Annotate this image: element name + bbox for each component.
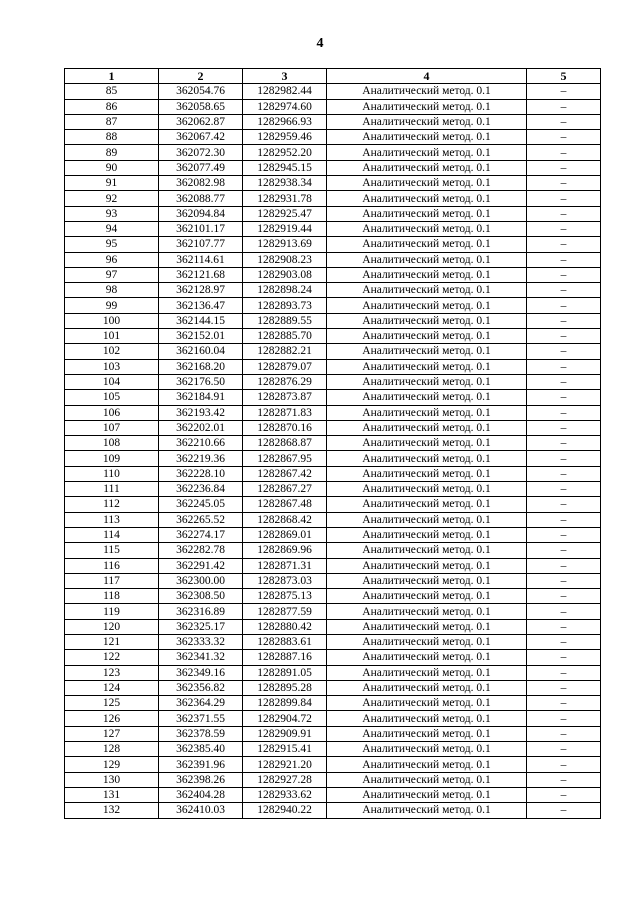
y-coordinate-cell: 1282925.47	[243, 206, 327, 221]
table-row	[65, 114, 601, 129]
x-coordinate-cell: 362193.42	[159, 405, 243, 420]
point-number-cell: 116	[65, 558, 159, 573]
note-cell: –	[527, 466, 601, 481]
method-cell: Аналитический метод. 0.1	[327, 283, 527, 298]
note-cell: –	[527, 206, 601, 221]
x-coordinate-cell: 362300.00	[159, 573, 243, 588]
column-header: 2	[159, 69, 243, 84]
table-row	[65, 206, 601, 221]
note-cell: –	[527, 726, 601, 741]
x-coordinate-cell: 362316.89	[159, 604, 243, 619]
table-row	[65, 130, 601, 145]
x-coordinate-cell: 362128.97	[159, 283, 243, 298]
point-number-cell: 88	[65, 130, 159, 145]
method-cell: Аналитический метод. 0.1	[327, 374, 527, 389]
point-number-cell: 117	[65, 573, 159, 588]
point-number-cell: 132	[65, 803, 159, 818]
x-coordinate-cell: 362349.16	[159, 665, 243, 680]
table-row	[65, 313, 601, 328]
y-coordinate-cell: 1282933.62	[243, 787, 327, 802]
note-cell: –	[527, 374, 601, 389]
x-coordinate-cell: 362107.77	[159, 237, 243, 252]
y-coordinate-cell: 1282873.87	[243, 390, 327, 405]
method-cell: Аналитический метод. 0.1	[327, 436, 527, 451]
table-row	[65, 390, 601, 405]
note-cell: –	[527, 114, 601, 129]
table-row	[65, 558, 601, 573]
method-cell: Аналитический метод. 0.1	[327, 237, 527, 252]
table-row	[65, 604, 601, 619]
note-cell: –	[527, 497, 601, 512]
x-coordinate-cell: 362274.17	[159, 527, 243, 542]
table-row	[65, 665, 601, 680]
y-coordinate-cell: 1282868.42	[243, 512, 327, 527]
y-coordinate-cell: 1282913.69	[243, 237, 327, 252]
point-number-cell: 101	[65, 329, 159, 344]
note-cell: –	[527, 757, 601, 772]
note-cell: –	[527, 99, 601, 114]
table-row	[65, 711, 601, 726]
note-cell: –	[527, 436, 601, 451]
method-cell: Аналитический метод. 0.1	[327, 573, 527, 588]
method-cell: Аналитический метод. 0.1	[327, 726, 527, 741]
method-cell: Аналитический метод. 0.1	[327, 267, 527, 282]
point-number-cell: 125	[65, 696, 159, 711]
point-number-cell: 118	[65, 589, 159, 604]
point-number-cell: 109	[65, 451, 159, 466]
table-row	[65, 252, 601, 267]
y-coordinate-cell: 1282871.83	[243, 405, 327, 420]
x-coordinate-cell: 362398.26	[159, 772, 243, 787]
point-number-cell: 105	[65, 390, 159, 405]
table-row	[65, 787, 601, 802]
note-cell: –	[527, 191, 601, 206]
point-number-cell: 90	[65, 160, 159, 175]
table-row	[65, 619, 601, 634]
point-number-cell: 127	[65, 726, 159, 741]
method-cell: Аналитический метод. 0.1	[327, 252, 527, 267]
method-cell: Аналитический метод. 0.1	[327, 696, 527, 711]
y-coordinate-cell: 1282867.42	[243, 466, 327, 481]
method-cell: Аналитический метод. 0.1	[327, 390, 527, 405]
y-coordinate-cell: 1282952.20	[243, 145, 327, 160]
method-cell: Аналитический метод. 0.1	[327, 512, 527, 527]
method-cell: Аналитический метод. 0.1	[327, 482, 527, 497]
y-coordinate-cell: 1282903.08	[243, 267, 327, 282]
x-coordinate-cell: 362168.20	[159, 359, 243, 374]
table-row	[65, 726, 601, 741]
method-cell: Аналитический метод. 0.1	[327, 803, 527, 818]
table-row	[65, 466, 601, 481]
note-cell: –	[527, 283, 601, 298]
x-coordinate-cell: 362176.50	[159, 374, 243, 389]
y-coordinate-cell: 1282904.72	[243, 711, 327, 726]
point-number-cell: 122	[65, 650, 159, 665]
y-coordinate-cell: 1282877.59	[243, 604, 327, 619]
point-number-cell: 92	[65, 191, 159, 206]
column-header: 3	[243, 69, 327, 84]
table-row	[65, 573, 601, 588]
method-cell: Аналитический метод. 0.1	[327, 650, 527, 665]
y-coordinate-cell: 1282915.41	[243, 742, 327, 757]
note-cell: –	[527, 665, 601, 680]
table-row	[65, 145, 601, 160]
x-coordinate-cell: 362378.59	[159, 726, 243, 741]
table-row	[65, 267, 601, 282]
point-number-cell: 107	[65, 420, 159, 435]
y-coordinate-cell: 1282945.15	[243, 160, 327, 175]
column-header: 4	[327, 69, 527, 84]
point-number-cell: 102	[65, 344, 159, 359]
point-number-cell: 103	[65, 359, 159, 374]
point-number-cell: 112	[65, 497, 159, 512]
table-row	[65, 420, 601, 435]
x-coordinate-cell: 362082.98	[159, 176, 243, 191]
method-cell: Аналитический метод. 0.1	[327, 206, 527, 221]
note-cell: –	[527, 787, 601, 802]
method-cell: Аналитический метод. 0.1	[327, 99, 527, 114]
method-cell: Аналитический метод. 0.1	[327, 527, 527, 542]
table-row	[65, 84, 601, 99]
x-coordinate-cell: 362308.50	[159, 589, 243, 604]
point-number-cell: 113	[65, 512, 159, 527]
note-cell: –	[527, 405, 601, 420]
note-cell: –	[527, 84, 601, 99]
x-coordinate-cell: 362371.55	[159, 711, 243, 726]
method-cell: Аналитический метод. 0.1	[327, 145, 527, 160]
method-cell: Аналитический метод. 0.1	[327, 451, 527, 466]
x-coordinate-cell: 362062.87	[159, 114, 243, 129]
note-cell: –	[527, 742, 601, 757]
y-coordinate-cell: 1282867.95	[243, 451, 327, 466]
point-number-cell: 110	[65, 466, 159, 481]
x-coordinate-cell: 362245.05	[159, 497, 243, 512]
point-number-cell: 106	[65, 405, 159, 420]
point-number-cell: 119	[65, 604, 159, 619]
y-coordinate-cell: 1282880.42	[243, 619, 327, 634]
y-coordinate-cell: 1282867.27	[243, 482, 327, 497]
table-row	[65, 298, 601, 313]
y-coordinate-cell: 1282919.44	[243, 221, 327, 236]
method-cell: Аналитический метод. 0.1	[327, 114, 527, 129]
note-cell: –	[527, 420, 601, 435]
note-cell: –	[527, 527, 601, 542]
note-cell: –	[527, 359, 601, 374]
point-number-cell: 130	[65, 772, 159, 787]
table-row	[65, 405, 601, 420]
x-coordinate-cell: 362356.82	[159, 680, 243, 695]
point-number-cell: 123	[65, 665, 159, 680]
method-cell: Аналитический метод. 0.1	[327, 680, 527, 695]
method-cell: Аналитический метод. 0.1	[327, 634, 527, 649]
table-row	[65, 99, 601, 114]
method-cell: Аналитический метод. 0.1	[327, 329, 527, 344]
method-cell: Аналитический метод. 0.1	[327, 742, 527, 757]
note-cell: –	[527, 772, 601, 787]
table-row	[65, 543, 601, 558]
table-row	[65, 527, 601, 542]
note-cell: –	[527, 482, 601, 497]
point-number-cell: 91	[65, 176, 159, 191]
note-cell: –	[527, 267, 601, 282]
note-cell: –	[527, 604, 601, 619]
method-cell: Аналитический метод. 0.1	[327, 298, 527, 313]
y-coordinate-cell: 1282893.73	[243, 298, 327, 313]
y-coordinate-cell: 1282931.78	[243, 191, 327, 206]
method-cell: Аналитический метод. 0.1	[327, 711, 527, 726]
x-coordinate-cell: 362088.77	[159, 191, 243, 206]
method-cell: Аналитический метод. 0.1	[327, 160, 527, 175]
x-coordinate-cell: 362054.76	[159, 84, 243, 99]
method-cell: Аналитический метод. 0.1	[327, 772, 527, 787]
table-row	[65, 696, 601, 711]
point-number-cell: 99	[65, 298, 159, 313]
note-cell: –	[527, 344, 601, 359]
table-header-row	[65, 69, 601, 84]
y-coordinate-cell: 1282895.28	[243, 680, 327, 695]
note-cell: –	[527, 145, 601, 160]
method-cell: Аналитический метод. 0.1	[327, 757, 527, 772]
point-number-cell: 85	[65, 84, 159, 99]
method-cell: Аналитический метод. 0.1	[327, 665, 527, 680]
x-coordinate-cell: 362152.01	[159, 329, 243, 344]
table-row	[65, 237, 601, 252]
method-cell: Аналитический метод. 0.1	[327, 405, 527, 420]
point-number-cell: 94	[65, 221, 159, 236]
point-number-cell: 120	[65, 619, 159, 634]
method-cell: Аналитический метод. 0.1	[327, 787, 527, 802]
y-coordinate-cell: 1282938.34	[243, 176, 327, 191]
table-row	[65, 512, 601, 527]
table-row	[65, 359, 601, 374]
note-cell: –	[527, 160, 601, 175]
point-number-cell: 115	[65, 543, 159, 558]
method-cell: Аналитический метод. 0.1	[327, 221, 527, 236]
method-cell: Аналитический метод. 0.1	[327, 130, 527, 145]
note-cell: –	[527, 803, 601, 818]
note-cell: –	[527, 390, 601, 405]
table-row	[65, 589, 601, 604]
x-coordinate-cell: 362228.10	[159, 466, 243, 481]
y-coordinate-cell: 1282879.07	[243, 359, 327, 374]
table-row	[65, 160, 601, 175]
y-coordinate-cell: 1282873.03	[243, 573, 327, 588]
point-number-cell: 114	[65, 527, 159, 542]
method-cell: Аналитический метод. 0.1	[327, 589, 527, 604]
method-cell: Аналитический метод. 0.1	[327, 497, 527, 512]
method-cell: Аналитический метод. 0.1	[327, 420, 527, 435]
x-coordinate-cell: 362291.42	[159, 558, 243, 573]
x-coordinate-cell: 362144.15	[159, 313, 243, 328]
y-coordinate-cell: 1282982.44	[243, 84, 327, 99]
y-coordinate-cell: 1282885.70	[243, 329, 327, 344]
x-coordinate-cell: 362094.84	[159, 206, 243, 221]
note-cell: –	[527, 696, 601, 711]
x-coordinate-cell: 362265.52	[159, 512, 243, 527]
table-row	[65, 221, 601, 236]
table-row	[65, 329, 601, 344]
table-row	[65, 374, 601, 389]
x-coordinate-cell: 362341.32	[159, 650, 243, 665]
y-coordinate-cell: 1282891.05	[243, 665, 327, 680]
point-number-cell: 124	[65, 680, 159, 695]
table-row	[65, 283, 601, 298]
note-cell: –	[527, 573, 601, 588]
y-coordinate-cell: 1282868.87	[243, 436, 327, 451]
x-coordinate-cell: 362385.40	[159, 742, 243, 757]
x-coordinate-cell: 362136.47	[159, 298, 243, 313]
point-number-cell: 128	[65, 742, 159, 757]
point-number-cell: 108	[65, 436, 159, 451]
table-row	[65, 191, 601, 206]
method-cell: Аналитический метод. 0.1	[327, 604, 527, 619]
y-coordinate-cell: 1282974.60	[243, 99, 327, 114]
note-cell: –	[527, 130, 601, 145]
table-row	[65, 482, 601, 497]
point-number-cell: 86	[65, 99, 159, 114]
point-number-cell: 93	[65, 206, 159, 221]
y-coordinate-cell: 1282869.01	[243, 527, 327, 542]
x-coordinate-cell: 362404.28	[159, 787, 243, 802]
x-coordinate-cell: 362325.17	[159, 619, 243, 634]
point-number-cell: 104	[65, 374, 159, 389]
coordinates-table	[64, 68, 601, 819]
note-cell: –	[527, 298, 601, 313]
x-coordinate-cell: 362202.01	[159, 420, 243, 435]
x-coordinate-cell: 362114.61	[159, 252, 243, 267]
y-coordinate-cell: 1282909.91	[243, 726, 327, 741]
y-coordinate-cell: 1282959.46	[243, 130, 327, 145]
y-coordinate-cell: 1282883.61	[243, 634, 327, 649]
note-cell: –	[527, 221, 601, 236]
note-cell: –	[527, 237, 601, 252]
method-cell: Аналитический метод. 0.1	[327, 359, 527, 374]
point-number-cell: 96	[65, 252, 159, 267]
method-cell: Аналитический метод. 0.1	[327, 176, 527, 191]
method-cell: Аналитический метод. 0.1	[327, 543, 527, 558]
y-coordinate-cell: 1282940.22	[243, 803, 327, 818]
x-coordinate-cell: 362101.17	[159, 221, 243, 236]
x-coordinate-cell: 362121.68	[159, 267, 243, 282]
y-coordinate-cell: 1282867.48	[243, 497, 327, 512]
note-cell: –	[527, 619, 601, 634]
table-row	[65, 757, 601, 772]
x-coordinate-cell: 362072.30	[159, 145, 243, 160]
note-cell: –	[527, 589, 601, 604]
table-row	[65, 451, 601, 466]
method-cell: Аналитический метод. 0.1	[327, 466, 527, 481]
table-body	[65, 84, 601, 818]
x-coordinate-cell: 362160.04	[159, 344, 243, 359]
y-coordinate-cell: 1282889.55	[243, 313, 327, 328]
y-coordinate-cell: 1282927.28	[243, 772, 327, 787]
table-row	[65, 680, 601, 695]
table-row	[65, 634, 601, 649]
column-header: 1	[65, 69, 159, 84]
method-cell: Аналитический метод. 0.1	[327, 84, 527, 99]
point-number-cell: 131	[65, 787, 159, 802]
note-cell: –	[527, 543, 601, 558]
table-row	[65, 742, 601, 757]
y-coordinate-cell: 1282887.16	[243, 650, 327, 665]
method-cell: Аналитический метод. 0.1	[327, 558, 527, 573]
method-cell: Аналитический метод. 0.1	[327, 619, 527, 634]
table-row	[65, 436, 601, 451]
note-cell: –	[527, 176, 601, 191]
note-cell: –	[527, 558, 601, 573]
y-coordinate-cell: 1282875.13	[243, 589, 327, 604]
y-coordinate-cell: 1282871.31	[243, 558, 327, 573]
x-coordinate-cell: 362077.49	[159, 160, 243, 175]
method-cell: Аналитический метод. 0.1	[327, 191, 527, 206]
note-cell: –	[527, 252, 601, 267]
table-row	[65, 650, 601, 665]
point-number-cell: 97	[65, 267, 159, 282]
x-coordinate-cell: 362333.32	[159, 634, 243, 649]
note-cell: –	[527, 650, 601, 665]
method-cell: Аналитический метод. 0.1	[327, 313, 527, 328]
point-number-cell: 95	[65, 237, 159, 252]
y-coordinate-cell: 1282870.16	[243, 420, 327, 435]
point-number-cell: 89	[65, 145, 159, 160]
point-number-cell: 126	[65, 711, 159, 726]
note-cell: –	[527, 451, 601, 466]
x-coordinate-cell: 362364.29	[159, 696, 243, 711]
note-cell: –	[527, 680, 601, 695]
x-coordinate-cell: 362236.84	[159, 482, 243, 497]
y-coordinate-cell: 1282876.29	[243, 374, 327, 389]
y-coordinate-cell: 1282908.23	[243, 252, 327, 267]
y-coordinate-cell: 1282869.96	[243, 543, 327, 558]
note-cell: –	[527, 711, 601, 726]
point-number-cell: 87	[65, 114, 159, 129]
point-number-cell: 98	[65, 283, 159, 298]
note-cell: –	[527, 329, 601, 344]
table-row	[65, 344, 601, 359]
y-coordinate-cell: 1282882.21	[243, 344, 327, 359]
table-row	[65, 772, 601, 787]
point-number-cell: 100	[65, 313, 159, 328]
point-number-cell: 121	[65, 634, 159, 649]
note-cell: –	[527, 512, 601, 527]
x-coordinate-cell: 362210.66	[159, 436, 243, 451]
x-coordinate-cell: 362391.96	[159, 757, 243, 772]
note-cell: –	[527, 634, 601, 649]
table-row	[65, 497, 601, 512]
table-row	[65, 803, 601, 818]
point-number-cell: 129	[65, 757, 159, 772]
y-coordinate-cell: 1282898.24	[243, 283, 327, 298]
x-coordinate-cell: 362282.78	[159, 543, 243, 558]
point-number-cell: 111	[65, 482, 159, 497]
note-cell: –	[527, 313, 601, 328]
x-coordinate-cell: 362184.91	[159, 390, 243, 405]
column-header: 5	[527, 69, 601, 84]
x-coordinate-cell: 362219.36	[159, 451, 243, 466]
method-cell: Аналитический метод. 0.1	[327, 344, 527, 359]
x-coordinate-cell: 362067.42	[159, 130, 243, 145]
y-coordinate-cell: 1282899.84	[243, 696, 327, 711]
page-number: 4	[316, 36, 324, 51]
y-coordinate-cell: 1282921.20	[243, 757, 327, 772]
x-coordinate-cell: 362058.65	[159, 99, 243, 114]
x-coordinate-cell: 362410.03	[159, 803, 243, 818]
table-row	[65, 176, 601, 191]
y-coordinate-cell: 1282966.93	[243, 114, 327, 129]
